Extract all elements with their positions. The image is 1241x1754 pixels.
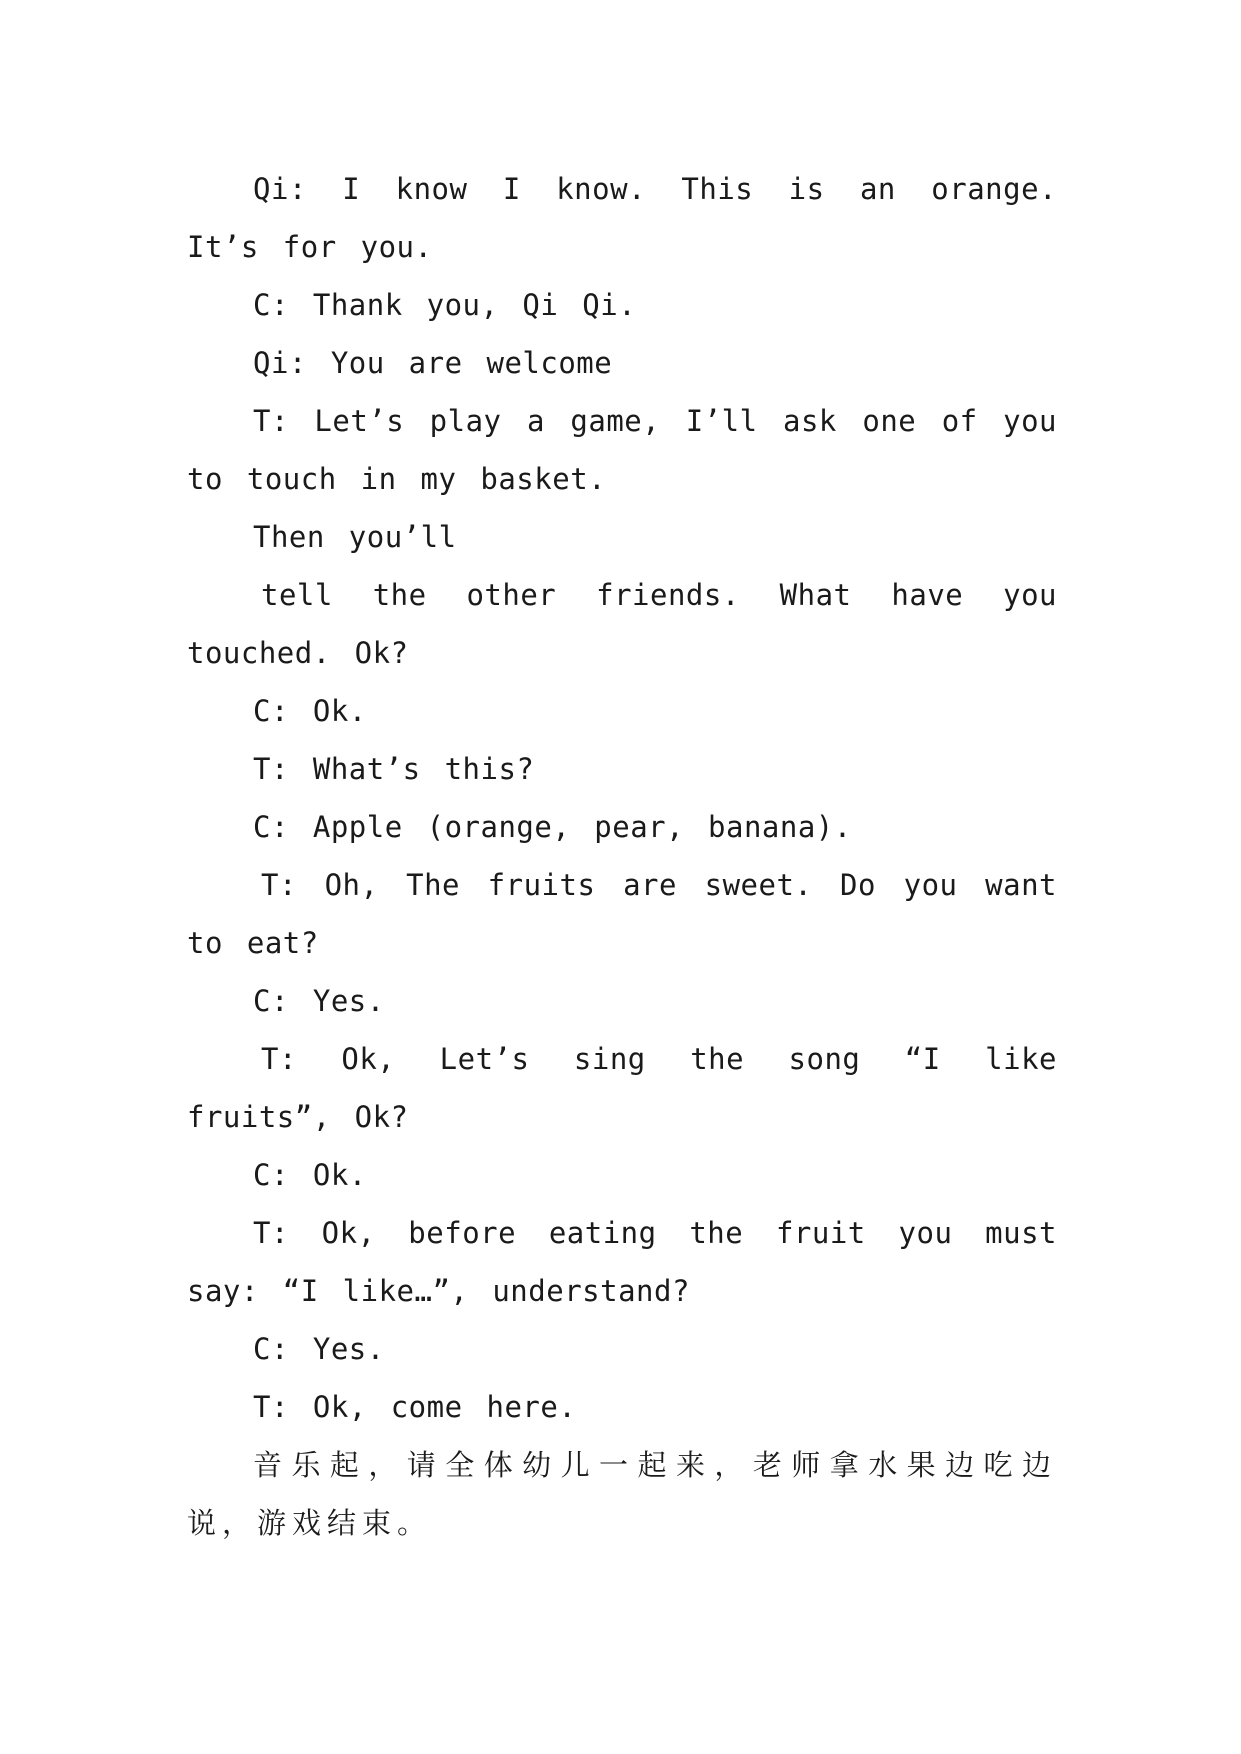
narration-line: 音乐起，请全体幼儿一起来，老师拿水果边吃边说，游戏结束。 — [187, 1448, 1057, 1540]
dialogue-line: C: Ok. — [253, 1158, 367, 1192]
document-body — [187, 160, 1057, 1552]
dialogue-line: T: Ok, before eating the fruit you must say: “I like…”, understand? — [187, 1216, 1057, 1308]
dialogue-line: T: What’s this? — [253, 752, 535, 786]
dialogue-line: tell the other friends. What have you touched. Ok? — [187, 578, 1057, 670]
dialogue-line: T: Ok, come here. — [253, 1390, 577, 1424]
dialogue-line: Qi: I know I know. This is an orange. It’s for you. — [187, 172, 1057, 264]
dialogue-line: T: Oh, The fruits are sweet. Do you want to eat? — [187, 868, 1057, 960]
dialogue-line: C: Yes. — [253, 984, 385, 1018]
dialogue-line: C: Apple (orange, pear, banana). — [253, 810, 852, 844]
dialogue-line: Qi: You are welcome — [253, 346, 613, 380]
dialogue-line: C: Yes. — [253, 1332, 385, 1366]
dialogue-line: C: Ok. — [253, 694, 367, 728]
dialogue-line: T: Ok, Let’s sing the song “I like fruits”, Ok? — [187, 1042, 1057, 1134]
dialogue-line: T: Let’s play a game, I’ll ask one of you to touch in my basket. — [187, 404, 1057, 496]
dialogue-line: Then you’ll — [253, 520, 457, 554]
dialogue-line: C: Thank you, Qi Qi. — [253, 288, 637, 322]
